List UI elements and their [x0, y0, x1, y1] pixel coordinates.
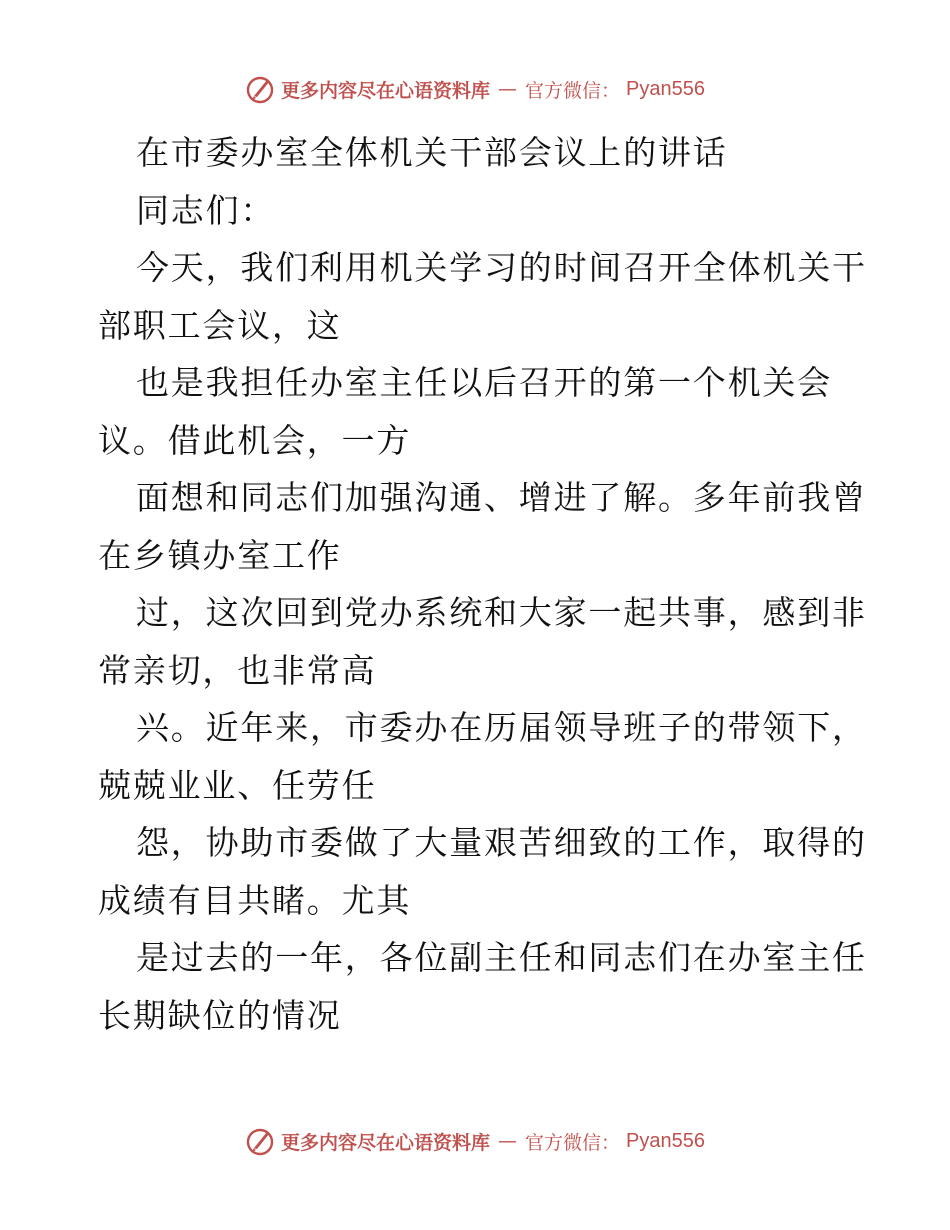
text-line: 在市委办室全体机关干部会议上的讲话 — [136, 133, 728, 172]
banner-main-text: 更多内容尽在心语资料库 — [281, 1131, 491, 1154]
banner-separator: — — [498, 1130, 518, 1152]
banner-main-text: 更多内容尽在心语资料库 — [281, 79, 491, 102]
header-banner — [0, 72, 950, 106]
text-line: 同志们： — [136, 190, 276, 230]
text-line: 在乡镇办室工作 — [98, 535, 342, 575]
text-line: 议。借此机会，一方 — [98, 420, 412, 460]
banner-wechat-id: Pyan556 — [626, 1129, 705, 1152]
text-line: 今天，我们利用机关学习的时间召开全体机关干 — [136, 248, 867, 287]
text-line: 也是我担任办室主任以后召开的第一个机关会 — [136, 363, 832, 402]
document-body — [98, 124, 867, 1044]
banner-wechat-id: Pyan556 — [626, 77, 705, 100]
banner-separator: — — [498, 78, 518, 100]
text-line: 兢兢业业、任劳任 — [98, 765, 377, 805]
text-line: 是过去的一年，各位副主任和同志们在办室主任 — [136, 938, 867, 977]
footer-banner — [0, 1124, 950, 1158]
quill-pen-logo-icon — [245, 1126, 275, 1156]
quill-pen-logo-icon — [245, 74, 275, 104]
banner-wechat-label: 官方微信： — [525, 1131, 621, 1154]
banner-wechat-label: 官方微信： — [525, 79, 621, 102]
text-line: 部职工会议，这 — [98, 305, 342, 345]
text-line: 成绩有目共睹。尤其 — [98, 880, 412, 920]
text-line: 兴。近年来，市委办在历届领导班子的带领下， — [136, 708, 867, 747]
text-line: 怨，协助市委做了大量艰苦细致的工作，取得的 — [136, 823, 867, 862]
text-line: 过，这次回到党办系统和大家一起共事，感到非 — [136, 593, 867, 632]
text-line: 长期缺位的情况 — [98, 995, 342, 1035]
text-line: 常亲切，也非常高 — [98, 650, 377, 690]
text-line: 面想和同志们加强沟通、增进了解。多年前我曾 — [136, 478, 867, 517]
